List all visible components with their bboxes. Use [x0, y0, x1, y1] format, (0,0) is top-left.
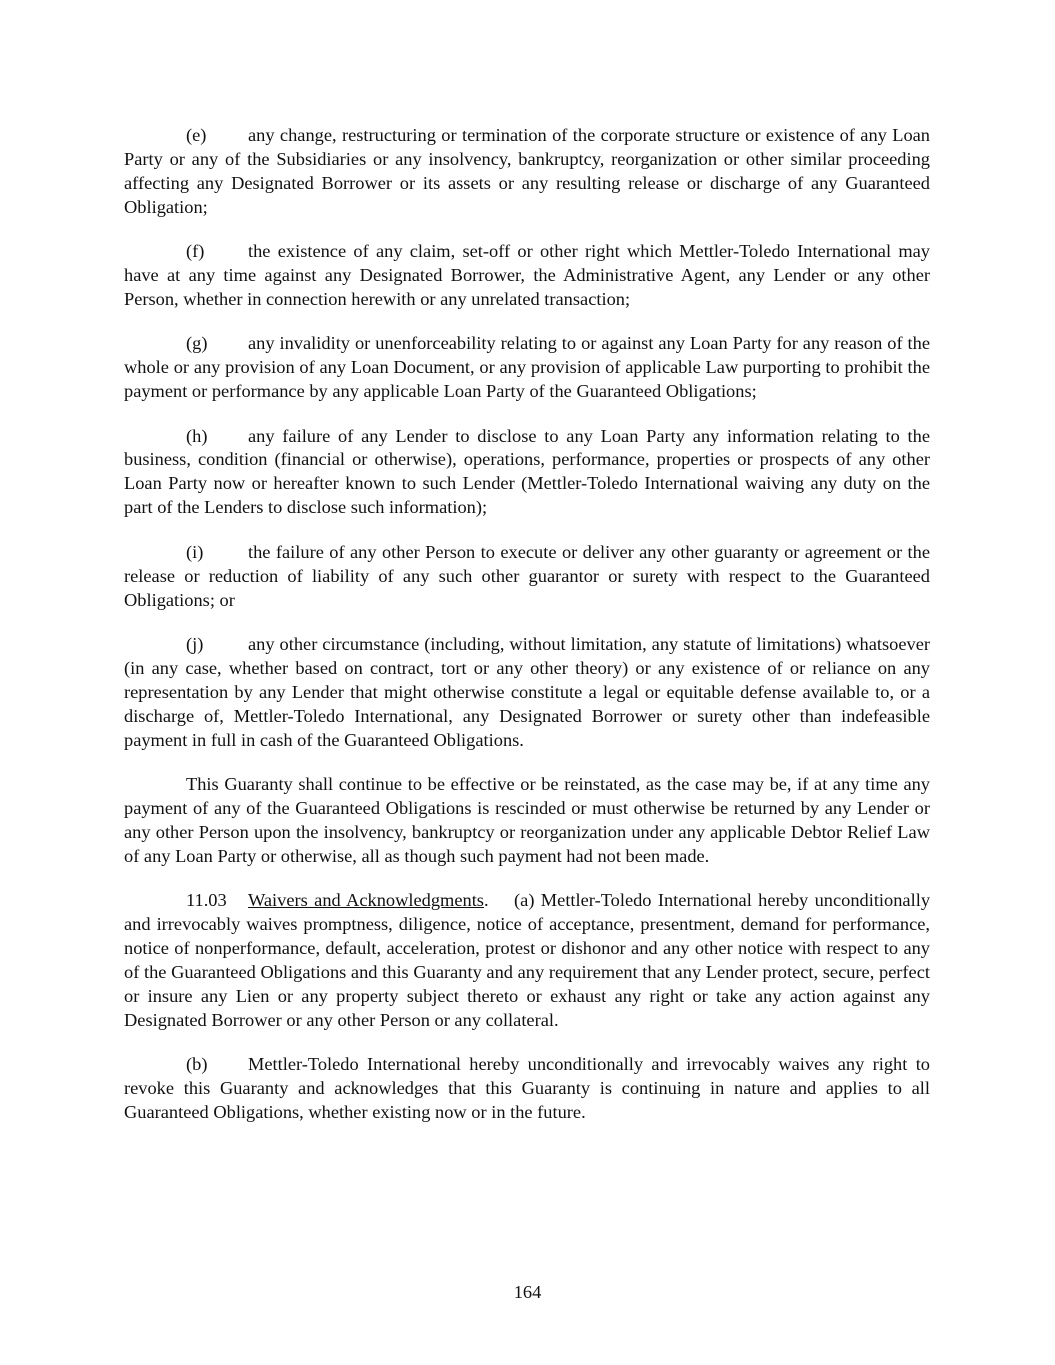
clause-label: (b): [186, 1054, 208, 1074]
clause-label: (g): [186, 333, 208, 354]
section-title: Waivers and Acknowledgments: [248, 890, 484, 911]
section-number: 11.03: [186, 890, 227, 911]
clause-g: [124, 332, 930, 404]
clause-text: the failure of any other Person to execute or deliver any other guaranty or agreement or the release or reduction of liability of any such other guarantor or surety with respect to the Guaranteed Obligations; or: [124, 541, 930, 610]
section-text: (a) Mettler-Toledo International hereby unconditionally and irrevocably waives promptness, diligence, notice of acceptance, presentment, demand for performance, notice of nonperformance, default, acceleration, protest or dishonor and any other notice with respect to any of the Guaranteed Obligations and this Guaranty and any requirement that any Lender protect, secure, perfect or insure any Lien or any property subject thereto or exhaust any right or take any action against any Designated Borrower or any other Person or any collateral.: [124, 890, 931, 1030]
clause-text: any other circumstance (including, without limitation, any statute of limitations) whatsoever (in any case, whether based on contract, tort or any other theory) or any existence of or reliance on any representation by any Lender that might otherwise constitute a legal or equitable defense available to, or a discharge of, Mettler-Toledo International, any Designated Borrower or surety other than indefeasible payment in full in cash of the Guaranteed Obligations.: [124, 633, 930, 750]
clause-text: Mettler-Toledo International hereby unconditionally and irrevocably waives any right to revoke this Guaranty and acknowledges that this Guaranty is continuing in nature and applies to all Guaranteed Obligations, whether existing now or in the future.: [124, 1054, 930, 1122]
clause-f: [124, 240, 930, 312]
section-11-03: [124, 889, 930, 1032]
clause-b: [124, 1053, 930, 1125]
clause-e: [124, 124, 930, 220]
clause-label: (f): [186, 241, 205, 262]
clause-label: (h): [186, 425, 208, 446]
clause-h: [124, 425, 930, 521]
section-title-punct: .: [483, 890, 489, 911]
clause-text: the existence of any claim, set-off or other right which Mettler-Toledo International may have at any time against any Designated Borrower, the Administrative Agent, any Lender or any other Person, whether in connection herewith or any unrelated transaction;: [124, 241, 930, 309]
clause-text: any failure of any Lender to disclose to any Loan Party any information relating to the business, condition (financial or otherwise), operations, performance, properties or prospects of any other Loan Party now or hereafter known to such Lender (Mettler-Toledo International waiving any duty on the part of the Lenders to disclose such information);: [124, 425, 930, 518]
clause-label: (i): [186, 541, 204, 562]
document-page: [124, 124, 930, 1145]
clause-text: any change, restructuring or termination of the corporate structure or existence of any Loan Party or any of the Subsidiaries or any insolvency, bankruptcy, reorganization or other similar proceeding affecting any Designated Borrower or its assets or any resulting release or discharge of any Guaranteed Obligation;: [124, 125, 930, 217]
continuation-paragraph: This Guaranty shall continue to be effective or be reinstated, as the case may be, if at any time any payment of any of the Guaranteed Obligations is rescinded or must otherwise be returned by any Lender or any other Person upon the insolvency, bankruptcy or reorganization under any applicable Debtor Relief Law of any Loan Party or otherwise, all as though such payment had not been made.: [124, 773, 930, 866]
clause-text: any invalidity or unenforceability relating to or against any Loan Party for any reason of the whole or any provision of any Loan Document, or any provision of applicable Law purporting to prohibit the payment or performance by any applicable Loan Party of the Guaranteed Obligations;: [124, 333, 930, 402]
clause-label: (j): [186, 633, 204, 654]
page-number: 164: [513, 1282, 542, 1302]
clause-j: [124, 633, 930, 753]
clause-label: (e): [186, 125, 207, 145]
clause-i: [124, 541, 930, 613]
